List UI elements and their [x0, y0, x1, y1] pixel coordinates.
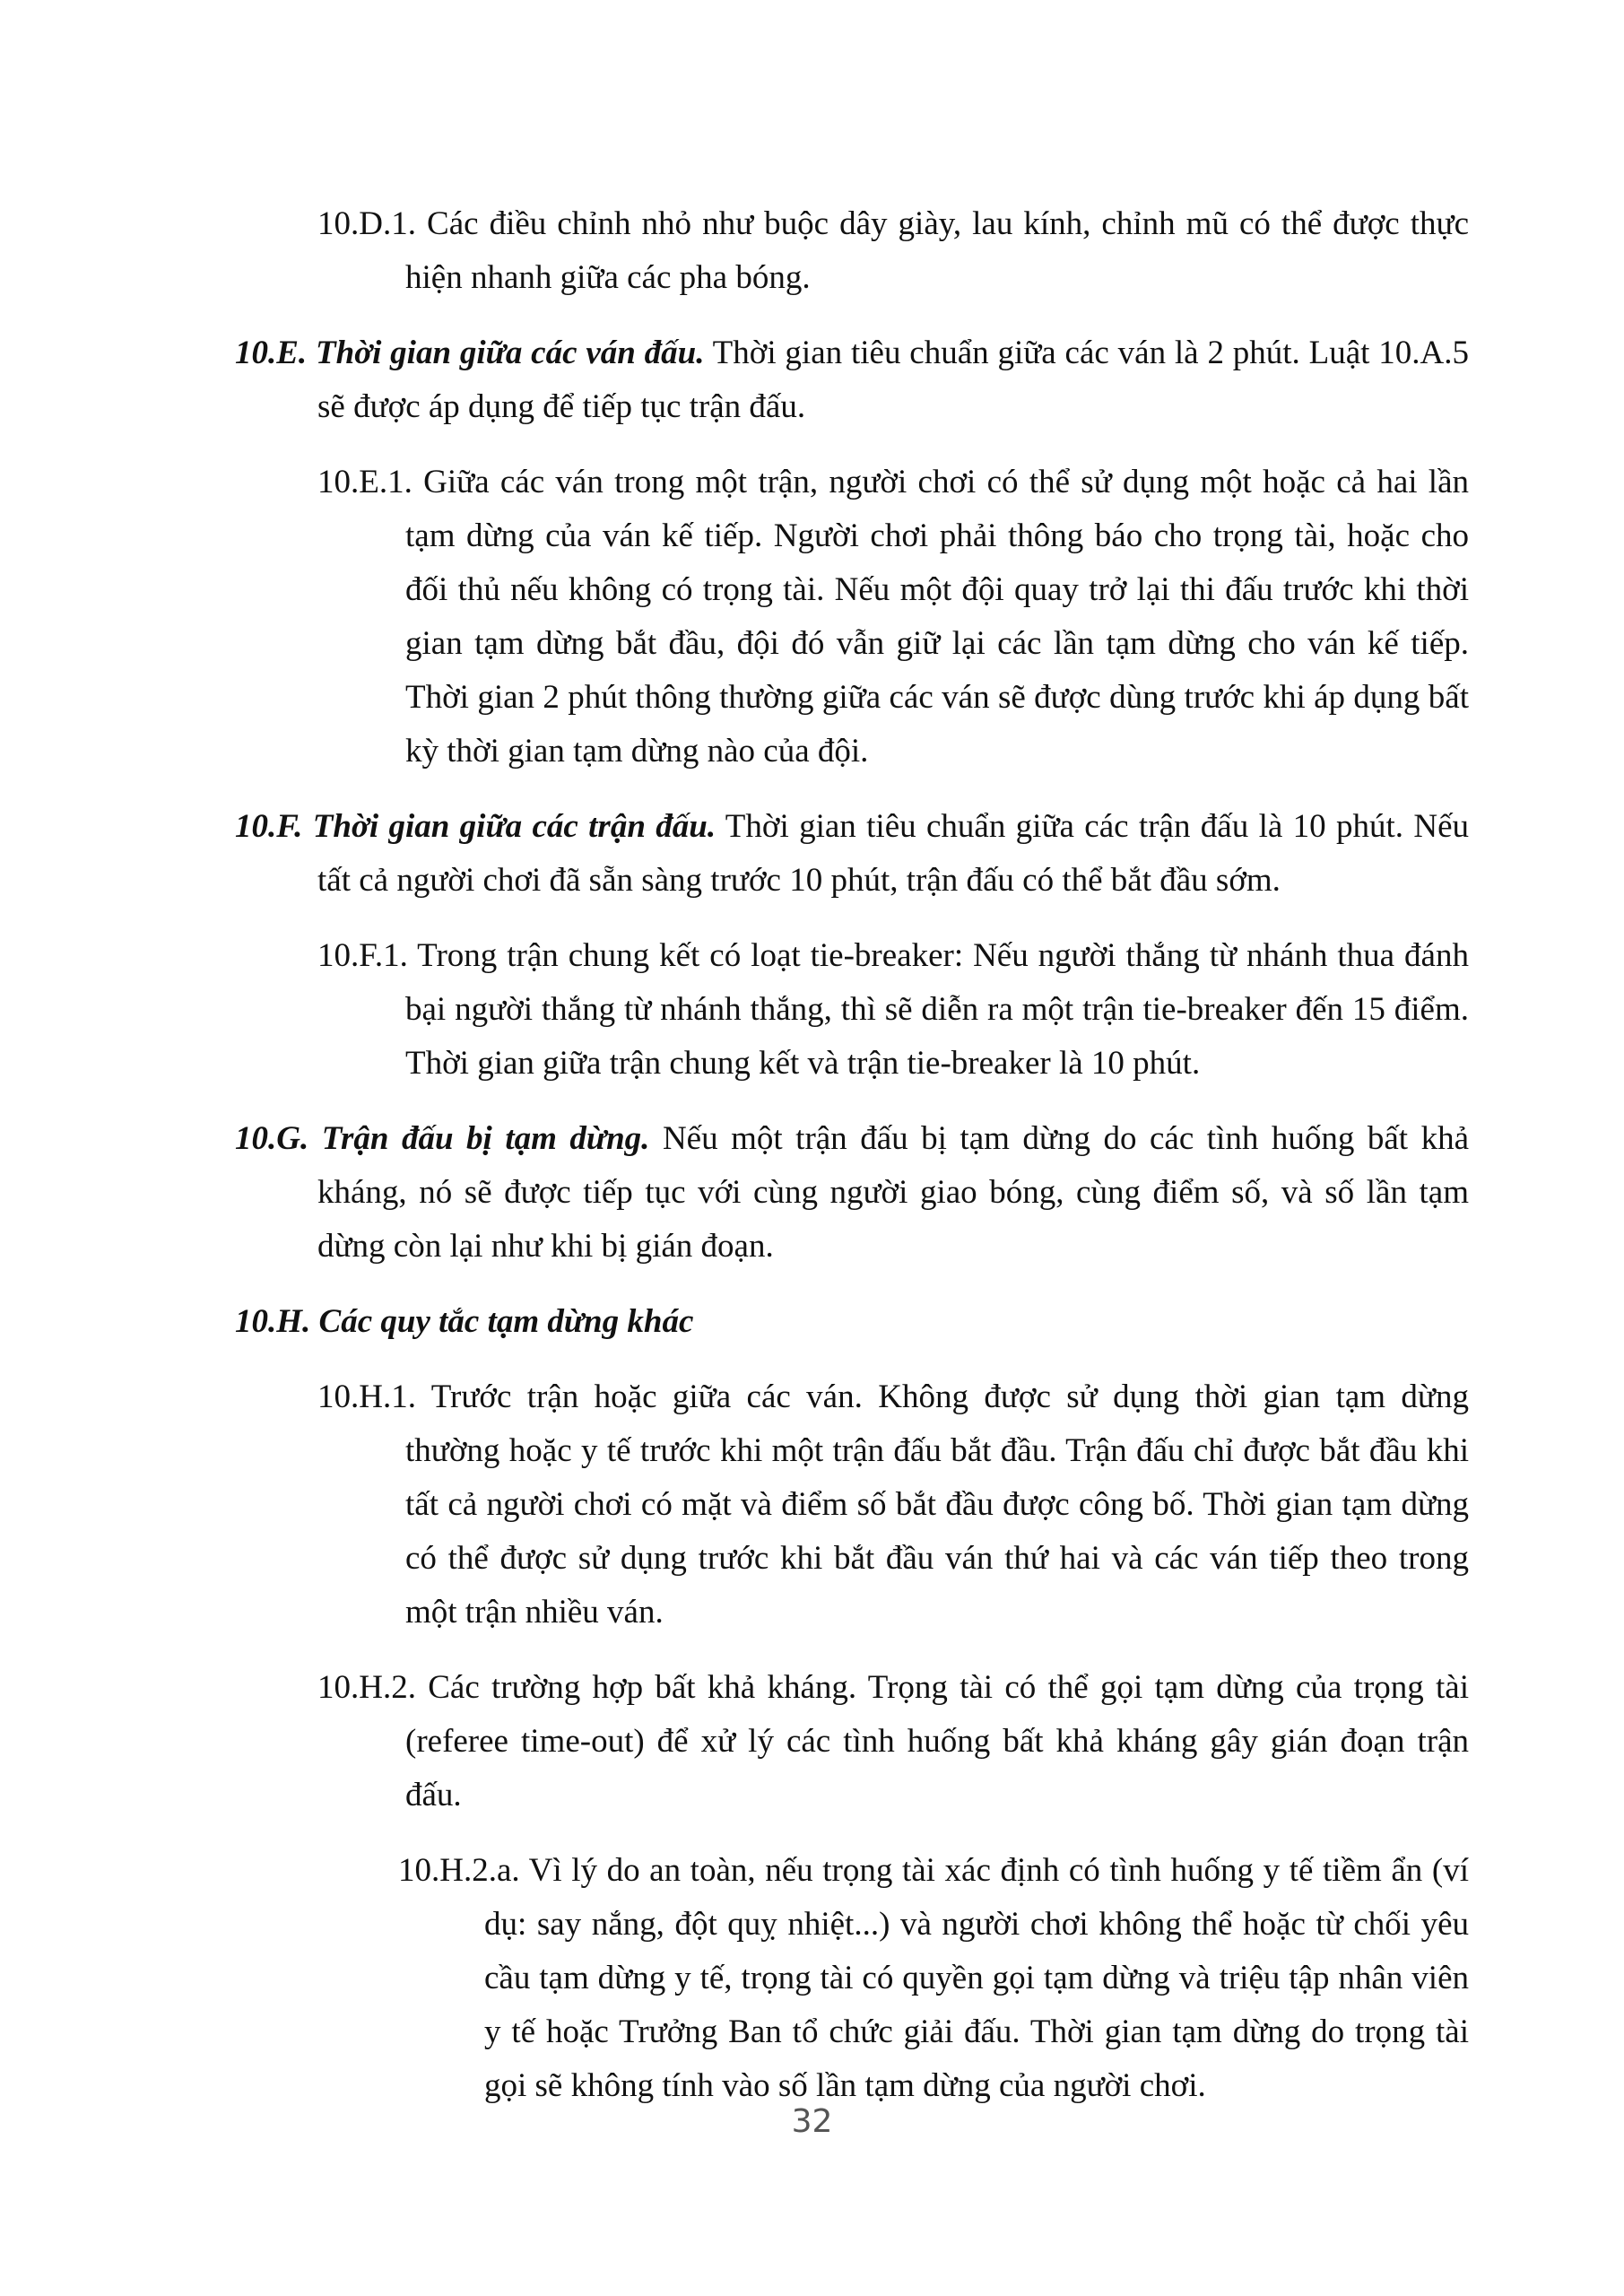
rule-number: 10.G.	[235, 1120, 309, 1157]
rule-text: Nếu một trận đấu bị tạm dừng do các tình huống bất khả kháng, nó sẽ được tiếp tục với cùng người giao bóng, cùng điểm số, và số lần tạm dừng còn lại như khi bị gián đoạn.	[317, 1120, 1469, 1265]
rule-text: Các điều chỉnh nhỏ như buộc dây giày, lau kính, chỉnh mũ có thể được thực hiện nhanh giữa các pha bóng.	[405, 205, 1469, 296]
rule-number: 10.E.1.	[317, 464, 413, 500]
rule-number: 10.E.	[235, 335, 308, 371]
rule-text: Giữa các ván trong một trận, người chơi có thể sử dụng một hoặc cả hai lần tạm dừng của ván kế tiếp. Người chơi phải thông báo cho trọng tài, hoặc cho đối thủ nếu không có trọng tài. Nếu một đội quay trở lại thi đấu trước khi thời gian tạm dừng bắt đầu, đội đó vẫn giữ lại các lần tạm dừng cho ván kế tiếp. Thời gian 2 phút thông thường giữa các ván sẽ được dùng trước khi áp dụng bất kỳ thời gian tạm dừng nào của đội.	[405, 464, 1470, 770]
rule-text: Vì lý do an toàn, nếu trọng tài xác định có tình huống y tế tiềm ẩn (ví dụ: say nắng, đột quỵ nhiệt...) và người chơi không thể hoặc từ chối yêu cầu tạm dừng y tế, trọng tài có quyền gọi tạm dừng và triệu tập nhân viên y tế hoặc Trưởng Ban tổ chức giải đấu. Thời gian tạm dừng do trọng tài gọi sẽ không tính vào số lần tạm dừng của người chơi.	[484, 1852, 1469, 2104]
rule-number: 10.H.	[235, 1303, 311, 1340]
rule-10-h-2-a	[0, 1844, 1469, 2113]
rule-heading: Thời gian giữa các ván đấu.	[316, 335, 705, 371]
rule-number: 10.F.	[235, 808, 303, 845]
rule-number: 10.H.1.	[317, 1378, 416, 1415]
page-content	[0, 197, 1624, 2135]
rule-10-e-1	[0, 456, 1469, 778]
rule-10-h	[0, 1295, 1469, 1349]
rule-number: 10.D.1.	[317, 205, 416, 242]
rule-10-g	[0, 1112, 1469, 1274]
rule-10-f	[0, 800, 1469, 908]
rule-10-e	[0, 326, 1469, 434]
rule-number: 10.H.2.	[317, 1669, 416, 1706]
rule-text: Trong trận chung kết có loạt tie-breaker: Nếu người thắng từ nhánh thua đánh bại người thắng từ nhánh thắng, thì sẽ diễn ra một trận tie-breaker đến 15 điểm. Thời gian giữa trận chung kết và trận tie-breaker là 10 phút.	[405, 937, 1469, 1082]
rule-text: Thời gian tiêu chuẩn giữa các ván là 2 phút. Luật 10.A.5 sẽ được áp dụng để tiếp tục trận đấu.	[317, 335, 1469, 425]
rule-text: Trước trận hoặc giữa các ván. Không được sử dụng thời gian tạm dừng thường hoặc y tế trước khi một trận đấu bắt đầu. Trận đấu chỉ được bắt đầu khi tất cả người chơi có mặt và điểm số bắt đầu được công bố. Thời gian tạm dừng có thể được sử dụng trước khi bắt đầu ván thứ hai và các ván tiếp theo trong một trận nhiều ván.	[405, 1378, 1469, 1631]
rule-heading: Thời gian giữa các trận đấu.	[312, 808, 716, 845]
rule-10-f-1	[0, 929, 1469, 1091]
rule-10-h-1	[0, 1370, 1469, 1639]
rule-10-h-2	[0, 1661, 1469, 1822]
rule-text: Các trường hợp bất khả kháng. Trọng tài có thể gọi tạm dừng của trọng tài (referee time-out) để xử lý các tình huống bất khả kháng gây gián đoạn trận đấu.	[405, 1669, 1469, 1813]
rule-heading: Trận đấu bị tạm dừng.	[321, 1120, 650, 1157]
rule-heading: Các quy tắc tạm dừng khác	[318, 1303, 694, 1340]
rule-number: 10.F.1.	[317, 937, 408, 974]
page-number: 32	[791, 2103, 833, 2140]
rule-text: Thời gian tiêu chuẩn giữa các trận đấu là 10 phút. Nếu tất cả người chơi đã sẵn sàng trước 10 phút, trận đấu có thể bắt đầu sớm.	[317, 808, 1470, 899]
rule-10-d-1	[0, 197, 1469, 305]
rule-number: 10.H.2.a.	[398, 1852, 520, 1889]
